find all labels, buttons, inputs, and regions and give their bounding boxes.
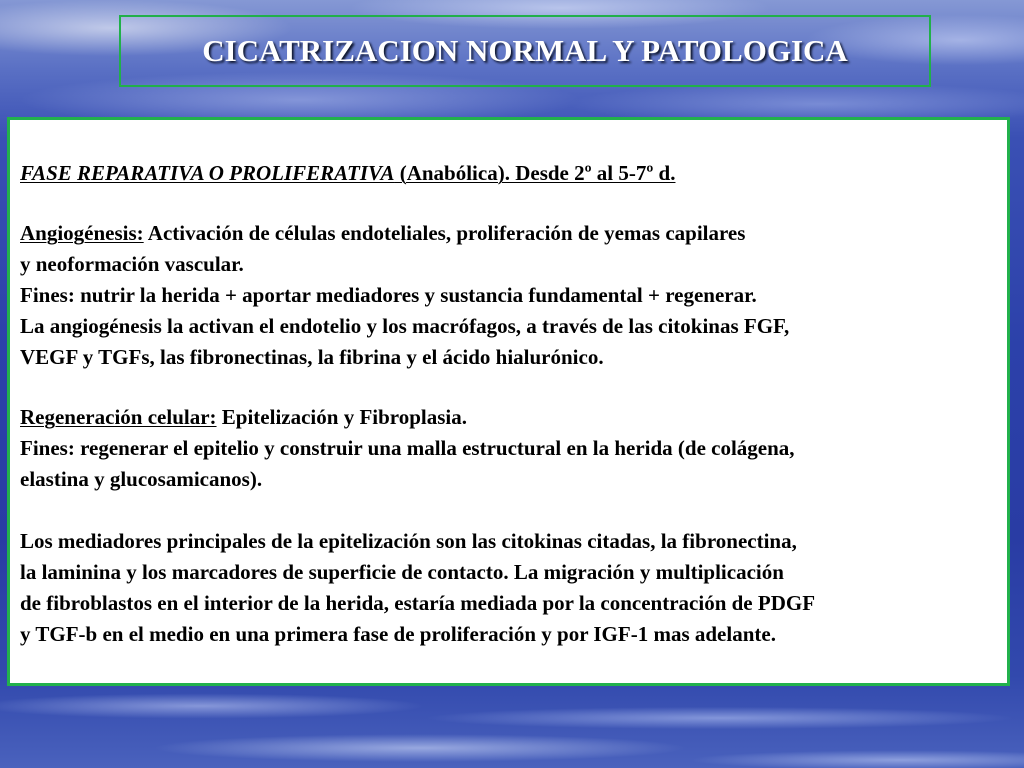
title-box	[119, 15, 931, 87]
angiogenesis-label: Angiogénesis:	[20, 221, 144, 245]
content-text	[20, 158, 999, 650]
regeneration-line-2: Fines: regenerar el epitelio y construir una malla estructural en la herida (de colágena,	[20, 436, 795, 460]
phase-heading	[20, 158, 999, 189]
content-panel	[7, 117, 1010, 686]
regeneration-line-3: elastina y glucosamicanos).	[20, 467, 263, 491]
angiogenesis-text-1: Activación de células endoteliales, proliferación de yemas capilares	[143, 221, 746, 245]
blank-line	[20, 189, 999, 218]
regeneration-label: Regeneración celular:	[20, 405, 217, 429]
mediators-line-4: y TGF-b en el medio en una primera fase de proliferación y por IGF-1 mas adelante.	[20, 622, 776, 646]
mediators-line-1: Los mediadores principales de la epitelización son las citokinas citadas, la fibronectina,	[20, 529, 797, 553]
regeneration-text-1: Epitelización y Fibroplasia.	[216, 405, 467, 429]
blank-line	[20, 495, 999, 526]
phase-name: FASE REPARATIVA O PROLIFERATIVA	[20, 161, 395, 185]
phase-detail: (Anabólica). Desde 2º al 5-7º d.	[394, 161, 676, 185]
slide-title: CICATRIZACION NORMAL Y PATOLOGICA	[202, 33, 848, 68]
angiogenesis-line-4: La angiogénesis la activan el endotelio y los macrófagos, a través de las citokinas FGF,	[20, 314, 790, 338]
blank-line	[20, 373, 999, 402]
mediators-line-2: la laminina y los marcadores de superficie de contacto. La migración y multiplicación	[20, 560, 784, 584]
angiogenesis-line-3: Fines: nutrir la herida + aportar mediadores y sustancia fundamental + regenerar.	[20, 283, 757, 307]
regeneration-line-1	[20, 402, 999, 433]
mediators-line-3: de fibroblastos en el interior de la herida, estaría mediada por la concentración de PDGF	[20, 591, 816, 615]
angiogenesis-line-1	[20, 218, 999, 249]
angiogenesis-line-2: y neoformación vascular.	[20, 252, 244, 276]
angiogenesis-line-5: VEGF y TGFs, las fibronectinas, la fibrina y el ácido hialurónico.	[20, 345, 604, 369]
